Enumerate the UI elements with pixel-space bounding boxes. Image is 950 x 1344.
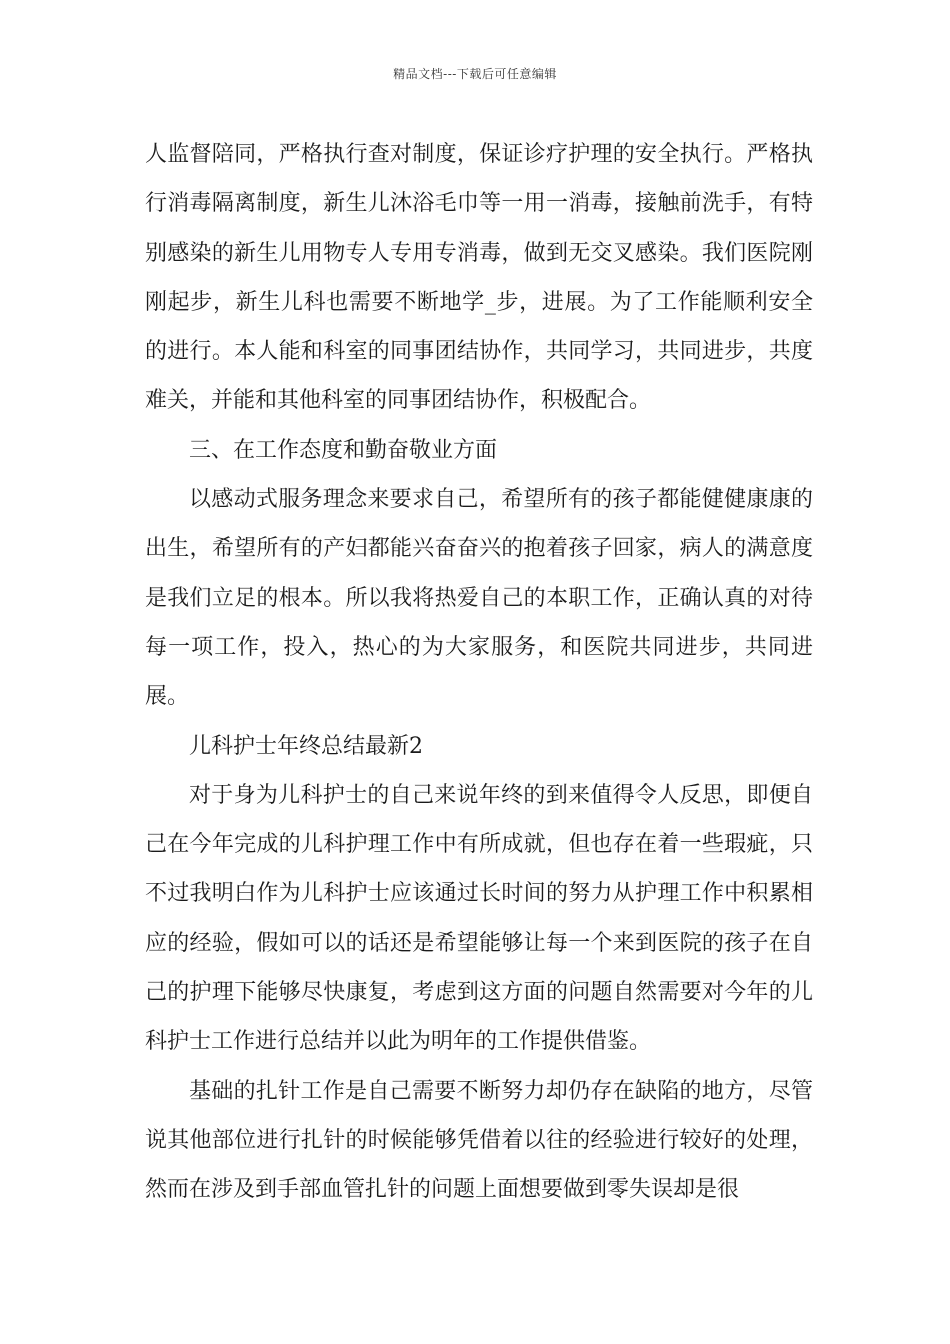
paragraph-injection-work: 基础的扎针工作是自己需要不断努力却仍存在缺陷的地方，尽管说其他部位进行扎针的时候能够凭借着以往的经验进行较好的处理，然而在涉及到手部血管扎针的问题上面想要做到零失误却是很	[145, 1078, 813, 1203]
document-body	[145, 130, 813, 1215]
page-header: 精品文档---下载后可任意编辑	[393, 67, 557, 81]
paragraph-service-attitude: 以感动式服务理念来要求自己，希望所有的孩子都能健健康康的出生，希望所有的产妇都能兴奋奋兴的抱着孩子回家，病人的满意度是我们立足的根本。所以我将热爱自己的本职工作，正确认真的对待每一项工作，投入，热心的为大家服务，和医院共同进步，共同进展。	[145, 487, 813, 710]
paragraph-year-end-reflection: 对于身为儿科护士的自己来说年终的到来值得令人反思，即便自己在今年完成的儿科护理工作中有所成就，但也存在着一些瑕疵，只不过我明白作为儿科护士应该通过长时间的努力从护理工作中积累相应的经验，假如可以的话还是希望能够让每一个来到医院的孩子在自己的护理下能够尽快康复，考虑到这方面的问题自然需要对今年的儿科护士工作进行总结并以此为明年的工作提供借鉴。	[145, 782, 813, 1055]
section-heading: 三、在工作态度和勤奋敬业方面	[189, 437, 498, 463]
paragraph-continuation: 人监督陪同，严格执行查对制度，保证诊疗护理的安全执行。严格执行消毒隔离制度，新生儿沐浴毛巾等一用一消毒，接触前洗手，有特别感染的新生儿用物专人专用专消毒，做到无交叉感染。我们医院刚刚起步，新生儿科也需要不断地学_步，进展。为了工作能顺利安全的进行。本人能和科室的同事团结协作，共同学习，共同进步，共度难关，并能和其他科室的同事团结协作，积极配合。	[145, 142, 813, 414]
document-subtitle: 儿科护士年终总结最新2	[189, 733, 423, 759]
